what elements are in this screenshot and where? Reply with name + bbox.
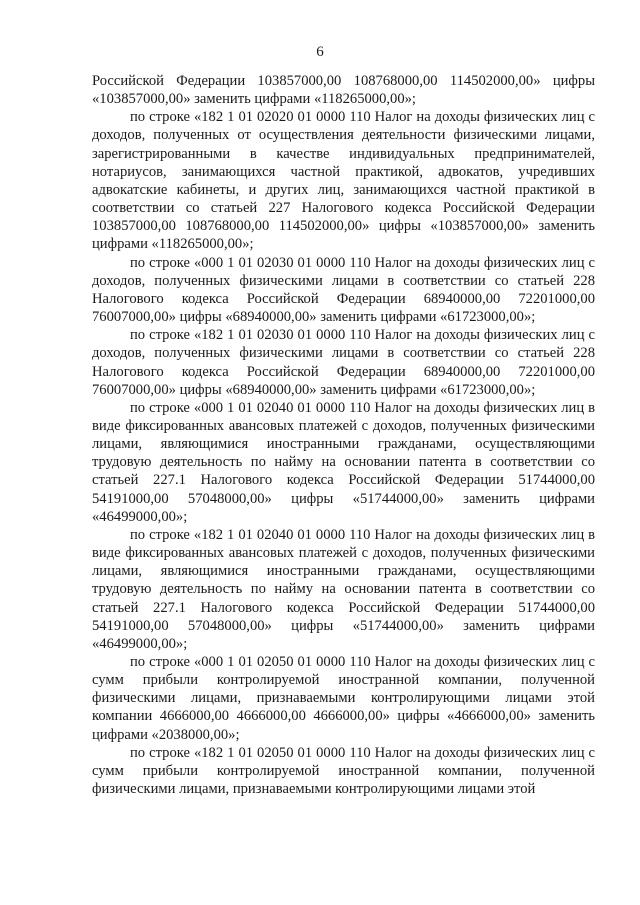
paragraph-line-182-02020: по строке «182 1 01 02020 01 0000 110 Налог на доходы физических лиц с доходов, полученных от осуществления деятельности физическими лицами, зарегистрированными в качестве индивидуальных предпринимателей, нотариусов, занимающихся частной практикой, адвокатов, учредивших адвокатские кабинеты, и других лиц, занимающихся частной практикой в соответствии со статьей 227 Налогового кодекса Российской Федерации 103857000,00 108768000,00 114502000,00» цифры «103857000,00» заменить цифрами «118265000,00»; [92,109,595,253]
paragraph-line-182-02030: по строке «182 1 01 02030 01 0000 110 Налог на доходы физических лиц с доходов, полученных физическими лицами в соответствии со статьей 228 Налогового кодекса Российской Федерации 68940000,00 72201000,00 76007000,00» цифры «68940000,00» заменить цифрами «61723000,00»; [92,327,595,398]
paragraph-line-000-02050: по строке «000 1 01 02050 01 0000 110 Налог на доходы физических лиц с сумм прибыли контролируемой иностранной компании, полученной физическими лицами, признаваемыми контролирующими лицами этой компании 4666000,00 4666000,00 4666000,00» цифры «4666000,00» заменить цифрами «2038000,00»; [92,654,595,743]
paragraph-continuation: Российской Федерации 103857000,00 108768000,00 114502000,00» цифры «103857000,00» заменить цифрами «118265000,00»; [92,73,595,108]
document-body [92,72,595,798]
paragraph-line-000-02030: по строке «000 1 01 02030 01 0000 110 Налог на доходы физических лиц с доходов, полученных физическими лицами в соответствии со статьей 228 Налогового кодекса Российской Федерации 68940000,00 72201000,00 76007000,00» цифры «68940000,00» заменить цифрами «61723000,00»; [92,254,595,326]
page-number: 6 [316,44,324,60]
paragraph-line-182-02040: по строке «182 1 01 02040 01 0000 110 Налог на доходы физических лиц в виде фиксированных авансовых платежей с доходов, полученных физическими лицами, являющимися иностранными гражданами, осуществляющими трудовую деятельность по найму на основании патента в соответствии со статьей 227.1 Налогового кодекса Российской Федерации 51744000,00 54191000,00 57048000,00» цифры «51744000,00» заменить цифрами «46499000,00»; [92,526,595,652]
paragraph-line-000-02040: по строке «000 1 01 02040 01 0000 110 Налог на доходы физических лиц в виде фиксированных авансовых платежей с доходов, полученных физическими лицами, являющимися иностранными гражданами, осуществляющими трудовую деятельность по найму на основании патента в соответствии со статьей 227.1 Налогового кодекса Российской Федерации 51744000,00 54191000,00 57048000,00» цифры «51744000,00» заменить цифрами «46499000,00»; [92,399,595,525]
paragraph-line-182-02050: по строке «182 1 01 02050 01 0000 110 Налог на доходы физических лиц с сумм прибыли контролируемой иностранной компании, полученной физическими лицами, признаваемыми контролирующими лицами этой [92,744,595,798]
